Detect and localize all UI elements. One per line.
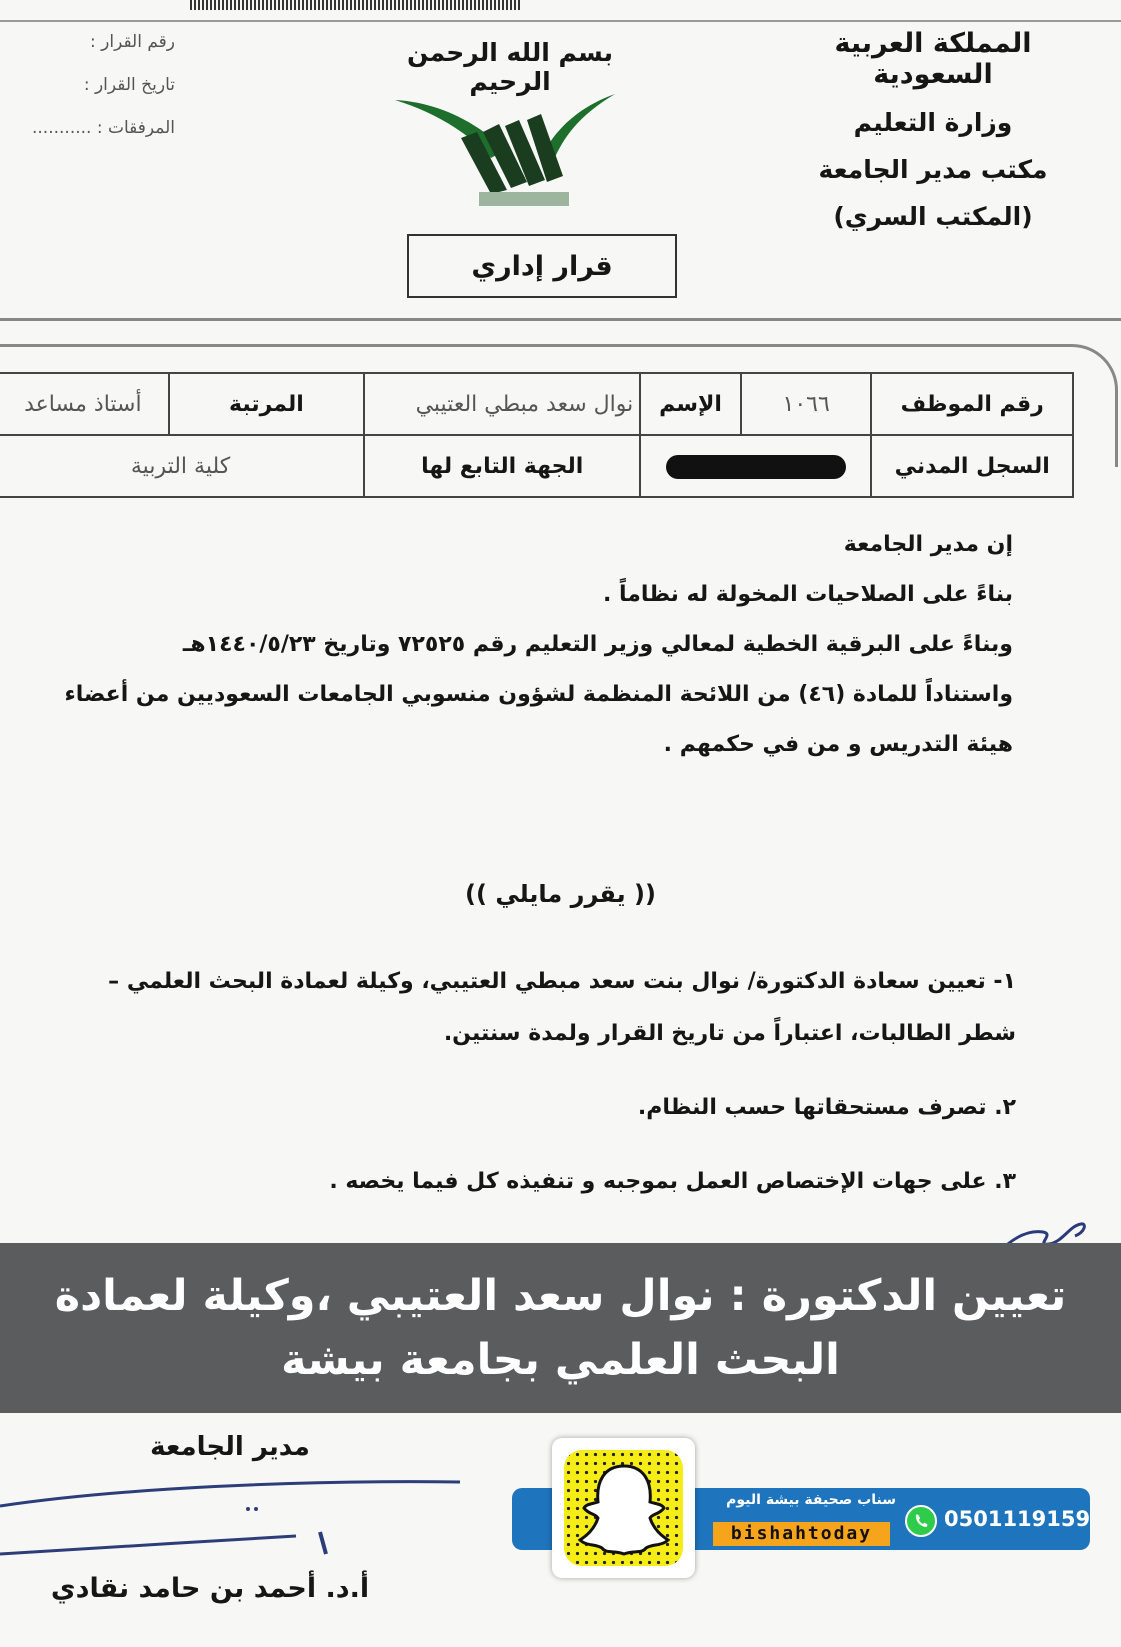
ministry-logo: [395, 92, 615, 212]
country-name: المملكة العربية السعودية: [834, 28, 1032, 90]
civil-registry-label: السجل المدني: [871, 435, 1073, 497]
header-separator: [0, 318, 1121, 321]
rank-value: أستاذ مساعد: [0, 373, 169, 435]
decision-preamble: [60, 520, 1013, 770]
decision-items: [60, 956, 1016, 1230]
signatory-title: مدير الجامعة: [150, 1432, 310, 1462]
employee-number-label: رقم الموظف: [871, 373, 1073, 435]
top-border: [0, 0, 1121, 22]
rank-label: المرتبة: [169, 373, 364, 435]
letterhead-left: [0, 32, 175, 161]
preamble-line: وبناءً على البرقية الخطية لمعالي وزير التعليم رقم ٧٢٥٢٥ وتاريخ ١٤٤٠/٥/٢٣هـ: [182, 632, 1013, 657]
department-value: كلية التربية: [0, 435, 364, 497]
headline-text: تعيين الدكتورة : نوال سعد العتيبي ،وكيلة لعمادة البحث العلمي بجامعة بيشة: [54, 1271, 1067, 1385]
decision-item: ٣. على جهات الإختصاص العمل بموجبه و تنفيذه كل فيما يخصه .: [329, 1169, 1016, 1194]
attachments-label: المرفقات : ...........: [32, 118, 175, 138]
civil-registry-value: [640, 435, 871, 497]
barcode: [190, 0, 520, 10]
secret-office: (المكتب السري): [833, 202, 1033, 231]
employee-number-value: ١٠٦٦: [741, 373, 872, 435]
decision-date-label: تاريخ القرار :: [83, 75, 175, 95]
preamble-line: إن مدير الجامعة: [843, 532, 1013, 557]
letterhead-right: [783, 28, 1083, 249]
headline-banner: [0, 1243, 1121, 1413]
basmala: بسم الله الرحمن الرحيم: [407, 38, 613, 96]
office-name: مكتب مدير الجامعة: [818, 155, 1048, 184]
decision-type-box: قرار إداري: [407, 234, 677, 298]
decision-item: ٢. تصرف مستحقاتها حسب النظام.: [637, 1095, 1016, 1120]
signature-strokes: [0, 1462, 470, 1562]
snap-caption: سناب صحيفة بيشة اليوم: [726, 1492, 896, 1508]
name-value: نوال سعد مبطي العتيبي: [364, 373, 640, 435]
preamble-line: بناءً على الصلاحيات المخولة له نظاماً .: [603, 582, 1013, 607]
ministry-name: وزارة التعليم: [853, 108, 1013, 137]
preamble-line: واستناداً للمادة (٤٦) من اللائحة المنظمة لشؤون منسوبي الجامعات السعوديين من أعضاء هيئة التدريس و من في حكمهم .: [64, 682, 1013, 757]
redaction-mark: [666, 455, 846, 479]
ghost-icon: [578, 1460, 670, 1556]
whatsapp-icon: [905, 1505, 937, 1537]
decision-item: ١- تعيين سعادة الدكتورة/ نوال بنت سعد مبطي العتيبي، وكيلة لعمادة البحث العلمي – شطر الطالبات، اعتباراً من تاريخ القرار ولمدة سنتين.: [108, 969, 1016, 1046]
name-label: الإسم: [640, 373, 741, 435]
snapcode: [552, 1438, 695, 1578]
snap-handle: bishahtoday: [713, 1522, 890, 1546]
department-label: الجهة التابع لها: [364, 435, 640, 497]
phone-number: 0501119159: [944, 1507, 1091, 1531]
employee-info-table: [0, 372, 1074, 498]
decision-number-label: رقم القرار :: [90, 32, 175, 52]
decides-heading: (( يقرر مايلي )): [465, 880, 656, 908]
signatory-name: أ.د. أحمد بن حامد نقادي: [50, 1573, 370, 1604]
table-row: [0, 373, 1073, 435]
table-row: [0, 435, 1073, 497]
